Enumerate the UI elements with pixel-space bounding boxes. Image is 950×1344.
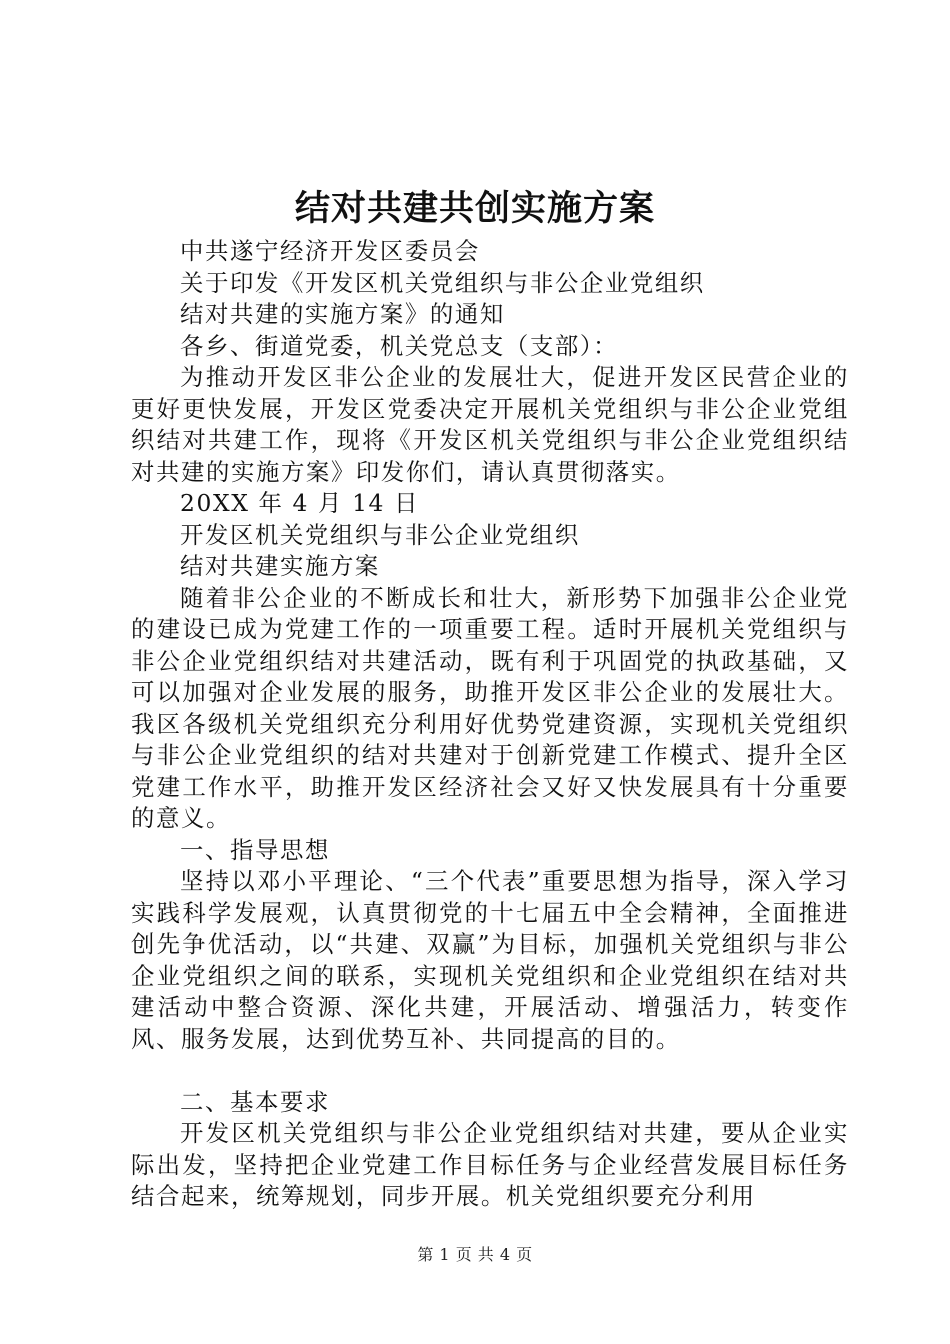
plan-title-line-1: 开发区机关党组织与非公企业党组织 (180, 520, 580, 549)
section1-heading: 一、指导思想 (180, 835, 330, 864)
document-body (131, 236, 849, 1213)
document-title: 结对共建共创实施方案 (294, 188, 655, 229)
section2-paragraph: 开发区机关党组织与非公企业党组织结对共建，要从企业实际出发，坚持把企业党建工作目标任务与企业经营发展目标任务结合起来，统筹规划，同步开展。机关党组织要充分利用 (131, 1119, 849, 1210)
date-line: 20XX 年 4 月 14 日 (180, 489, 420, 517)
notice-title-line-1: 关于印发《开发区机关党组织与非公企业党组织 (180, 268, 705, 297)
page-footer: 第 1 页 共 4 页 (417, 1245, 533, 1264)
section2-heading: 二、基本要求 (180, 1087, 330, 1116)
recipients-line: 各乡、街道党委，机关党总支（支部）： (180, 331, 619, 360)
plan-title-line-2: 结对共建实施方案 (180, 552, 380, 580)
issuer-line: 中共遂宁经济开发区委员会 (180, 237, 480, 265)
notice-title-line-2: 结对共建的实施方案》的通知 (180, 300, 505, 328)
blank-line (131, 1055, 849, 1087)
notice-body-paragraph: 为推动开发区非公企业的发展壮大，促进开发区民营企业的更好更快发展，开发区党委决定开展机关党组织与非公企业党组织结对共建工作，现将《开发区机关党组织与非公企业党组织结对共建的实施方案》印发你们，请认真贯彻落实。 (131, 363, 849, 486)
section1-paragraph: 坚持以邓小平理论、“三个代表”重要思想为指导，深入学习实践科学发展观，认真贯彻党的十七届五中全会精神，全面推进创先争优活动，以“共建、双赢”为目标，加强机关党组织与非公企业党组织之间的联系，实现机关党组织和企业党组织在结对共建活动中整合资源、深化共建，开展活动、增强活力，转变作风、服务发展，达到优势互补、共同提高的目的。 (131, 867, 849, 1053)
intro-paragraph: 随着非公企业的不断成长和壮大，新形势下加强非公企业党的建设已成为党建工作的一项重要工程。适时开展机关党组织与非公企业党组织结对共建活动，既有利于巩固党的执政基础，又可以加强对企业发展的服务，助推开发区非公企业的发展壮大。我区各级机关党组织充分利用好优势党建资源，实现机关党组织与非公企业党组织的结对共建对于创新党建工作模式、提升全区党建工作水平，助推开发区经济社会又好又快发展具有十分重要的意义。 (131, 583, 849, 832)
